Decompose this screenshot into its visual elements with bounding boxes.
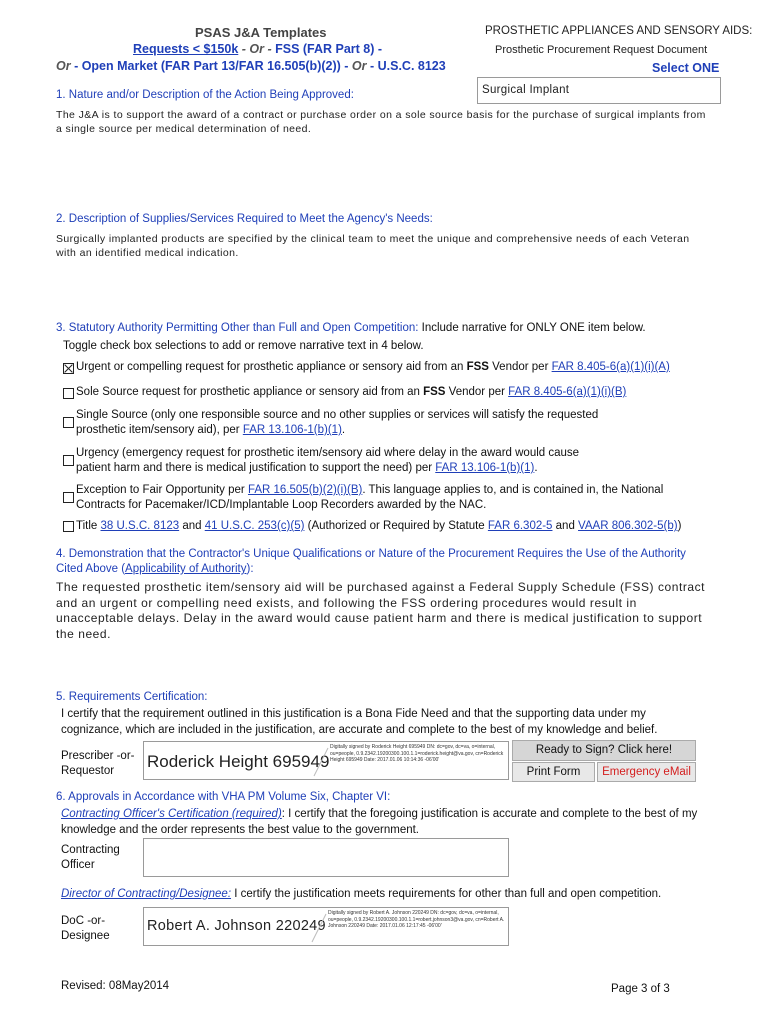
section-2-heading: 2. Description of Supplies/Services Required to Meet the Agency's Needs:: [56, 213, 433, 225]
option-6-and-2: and: [552, 520, 579, 532]
template-title: PSAS J&A Templates: [195, 25, 327, 40]
section-4-heading: 4. Demonstration that the Contractor's Unique Qualifications or Nature of the Procurement Requires the Use of the Authority: [56, 548, 686, 560]
contracting-officer-signature-field[interactable]: [143, 838, 509, 877]
section-3-title: 3. Statutory Authority Permitting Other than Full and Open Competition:: [56, 322, 419, 334]
doc-certification-text: I certify the justification meets requirements for other than full and open competition.: [231, 888, 662, 900]
option-6-pre: Title: [76, 520, 101, 532]
option-6-link-usc-253[interactable]: 41 U.S.C. 253(c)(5): [204, 520, 305, 532]
or-text: - Or -: [238, 42, 276, 56]
or-text-1: Or: [56, 59, 71, 73]
option-6-link-vaar[interactable]: VAAR 806.302-5(b): [578, 520, 678, 532]
option-2-pre: Sole Source request for prosthetic appliance or sensory aid from an: [76, 386, 424, 398]
right-title: PROSTHETIC APPLIANCES AND SENSORY AIDS:: [485, 25, 753, 37]
option-3-line-1: Single Source (only one responsible source and no other supplies or services will satisfy the requested: [76, 409, 599, 421]
doc-signature-name: Robert A. Johnson 220249: [147, 918, 326, 934]
option-5-line-2: Contracts for Pacemaker/ICD/Implantable Loop Recorders awarded by the NAC.: [76, 499, 487, 511]
option-3-line-2: [76, 423, 598, 438]
option-1-pre: Urgent or compelling request for prosthetic appliance or sensory aid from an: [76, 361, 467, 373]
section-2-text[interactable]: Surgically implanted products are specified by the clinical team to meet the unique and comprehensive needs of each Veteran with an identified medical indication.: [56, 233, 690, 259]
section-1-text[interactable]: The J&A is to support the award of a contract or purchase order on a sole source basis for the purchase of surgical implants from a single source per medical determination of need.: [56, 109, 706, 135]
option-6-mid: (Authorized or Required by Statute: [304, 520, 488, 532]
option-5-link[interactable]: FAR 16.505(b)(2)(i)(B): [247, 484, 363, 496]
option-6-text: [76, 519, 681, 534]
option-2-link[interactable]: FAR 8.405-6(a)(1)(i)(B): [508, 386, 627, 398]
option-4-line-1: Urgency (emergency request for prosthetic item/sensory aid where delay in the award would cause: [76, 447, 580, 459]
section-4-heading-post: ):: [246, 563, 254, 575]
section-1-heading: 1. Nature and/or Description of the Action Being Approved:: [56, 89, 354, 101]
option-5-text: [76, 483, 663, 513]
option-6-post: ): [677, 520, 682, 532]
requests-link[interactable]: Requests < $150k: [133, 42, 239, 56]
document-type-select[interactable]: [477, 77, 721, 104]
section-4-heading-2: [56, 563, 254, 575]
select-one-label: Select ONE: [652, 61, 720, 75]
header-line-2: [133, 42, 382, 56]
option-3-pre: prosthetic item/sensory aid), per: [76, 424, 243, 436]
toggle-note: Toggle check box selections to add or remove narrative text in 4 below.: [63, 340, 424, 352]
emergency-email-button[interactable]: Emergency eMail: [597, 762, 696, 782]
co-certification: [61, 807, 721, 838]
fss-text: FSS (FAR Part 8) -: [275, 42, 383, 56]
option-5-checkbox[interactable]: [63, 492, 74, 503]
option-3-link[interactable]: FAR 13.106-1(b)(1): [242, 424, 342, 436]
doc-signature-details: Digitally signed by Robert A. Johnson 220249 DN: dc=gov, dc=va, o=internal, ou=people, 0.9.2342.19200300.100.1.1=robert.johnson3@va.gov, cn=Robert A. Johnson 220249 Date: 2017.01.06 12:17:45 -06'00': [328, 910, 505, 930]
option-1-link[interactable]: FAR 8.405-6(a)(1)(i)(A): [551, 361, 670, 373]
option-6-link-usc-8123[interactable]: 38 U.S.C. 8123: [100, 520, 180, 532]
open-market-text: - Open Market (FAR Part 13/FAR 16.505(b)(2)) -: [70, 59, 352, 73]
revised-date: Revised: 08May2014: [61, 980, 170, 992]
option-5-post: . This language applies to, and is contained in, the National: [362, 484, 664, 496]
option-2-fss: FSS: [423, 386, 446, 398]
prescriber-signature-details: Digitally signed by Roderick Height 695949 DN: dc=gov, dc=va, o=internal, ou=people, 0.9.2342.19200300.100.1.1=roderick.height@va.gov, cn=Roderick Height 695949 Date: 2017.01.06 10:14:36 -06'00': [330, 744, 504, 764]
right-subtitle: Prosthetic Procurement Request Document: [495, 44, 708, 56]
option-4-post: .: [534, 462, 538, 474]
print-form-button[interactable]: Print Form: [512, 762, 595, 782]
prescriber-label: Prescriber -or- Requestor: [61, 750, 135, 777]
header-line-3: [56, 59, 446, 73]
prescriber-signature-field[interactable]: [143, 741, 509, 780]
option-2-checkbox[interactable]: [63, 388, 74, 399]
option-4-line-2: [76, 461, 579, 476]
co-certification-text: : I certify that the foregoing justification is accurate and complete to the best of my knowledge and the order represents the best value to the government.: [61, 808, 698, 836]
option-3-checkbox[interactable]: [63, 417, 74, 428]
section-3-note: Include narrative for ONLY ONE item below.: [418, 322, 646, 334]
contracting-officer-label: Contracting Officer: [61, 844, 120, 871]
option-5-pre: Exception to Fair Opportunity per: [76, 484, 248, 496]
option-2-text: [76, 385, 626, 400]
prescriber-signature-name: Roderick Height 695949: [147, 752, 330, 771]
doc-certification: [61, 888, 731, 900]
document-type-value: Surgical Implant: [482, 84, 570, 96]
option-4-checkbox[interactable]: [63, 455, 74, 466]
option-1-text: [76, 360, 670, 375]
applicability-link[interactable]: Applicability of Authority: [125, 563, 247, 575]
doc-signature-field[interactable]: [143, 907, 509, 946]
section-6-heading: 6. Approvals in Accordance with VHA PM Volume Six, Chapter VI:: [56, 791, 391, 803]
option-6-checkbox[interactable]: [63, 521, 74, 532]
option-4-text: [76, 446, 579, 476]
option-2-mid: Vendor per: [445, 386, 509, 398]
option-4-pre: patient harm and there is medical justification to support the need) per: [76, 462, 436, 474]
usc-text: - U.S.C. 8123: [366, 59, 446, 73]
section-3-heading: [56, 322, 646, 334]
section-4-heading-pre: Cited Above (: [56, 563, 126, 575]
signature-stroke-icon: [312, 744, 330, 778]
ready-to-sign-button[interactable]: Ready to Sign? Click here!: [512, 740, 696, 761]
doc-designee-label: DoC -or- Designee: [61, 915, 110, 942]
page-number: Page 3 of 3: [611, 983, 670, 995]
option-6-link-far[interactable]: FAR 6.302-5: [487, 520, 553, 532]
co-certification-link[interactable]: Contracting Officer's Certification (required): [61, 808, 282, 820]
or-text-2: Or: [351, 59, 367, 73]
option-1-fss: FSS: [466, 361, 489, 373]
option-1-checkbox[interactable]: [63, 363, 74, 374]
signature-stroke-icon: [310, 910, 328, 944]
option-3-post: .: [341, 424, 346, 436]
section-5-heading: 5. Requirements Certification:: [56, 691, 208, 703]
section-4-text[interactable]: The requested prosthetic item/sensory aid will be purchased against a Federal Supply Schedule (FSS) contract and an urgent or compelling need exists, and following the FSS ordering procedures would result in unacceptable delays. Delay in the award would cause patient harm and there is medical justification to support the need.: [56, 580, 706, 641]
option-3-text: [76, 408, 598, 438]
option-6-and-1: and: [179, 520, 205, 532]
option-4-link[interactable]: FAR 13.106-1(b)(1): [435, 462, 535, 474]
section-5-text: I certify that the requirement outlined in this justification is a Bona Fide Need and that the supporting data under my cognizance, which are included in the justification, are accurate and complete to the best of my knowledge and belief.: [61, 708, 658, 736]
doc-certification-link[interactable]: Director of Contracting/Designee:: [61, 888, 232, 900]
option-5-line-1: [76, 483, 663, 498]
option-1-mid: Vendor per: [488, 361, 552, 373]
